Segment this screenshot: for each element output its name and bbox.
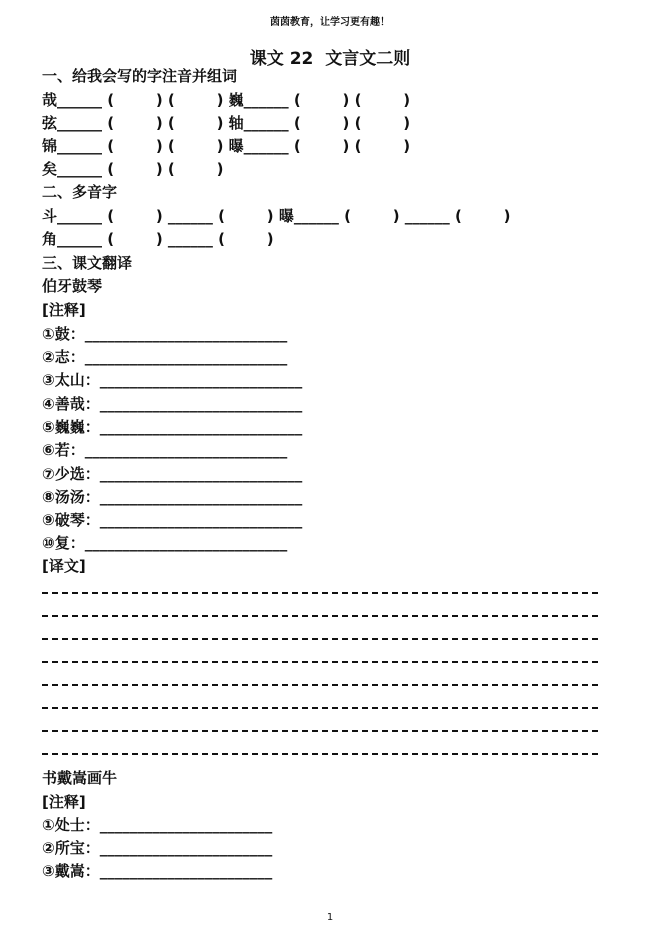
story1-note: ⑦少选：___________________________ [42, 465, 303, 483]
story1-note: ②志：___________________________ [42, 348, 288, 366]
section1-row: 弦______ ( ) ( ) 轴______ ( ) ( ) [42, 114, 411, 132]
story2-note: ①处士：_______________________ [42, 816, 273, 834]
page-header: 茵茵教育，让学习更有趣！ [270, 17, 390, 28]
translation-label: [译文] [42, 557, 86, 575]
translation-blank-line [42, 638, 598, 640]
section1-row: 哉______ ( ) ( ) 巍______ ( ) ( ) [42, 91, 411, 109]
translation-blank-line [42, 615, 598, 617]
story1-note: ④善哉：___________________________ [42, 395, 303, 413]
translation-blank-line [42, 592, 598, 594]
story1-note: ⑧汤汤：___________________________ [42, 488, 303, 506]
page-number: 1 [326, 912, 334, 923]
section2-row: 斗______ ( ) ______ ( ) 曝______ ( ) ______ ( ) [42, 207, 511, 225]
story1-note: ⑤巍巍：___________________________ [42, 418, 303, 436]
story1-note: ⑨破琴：___________________________ [42, 511, 303, 529]
story1-note: ①鼓：___________________________ [42, 325, 288, 343]
story1-note: ⑥若：___________________________ [42, 441, 288, 459]
section3-heading: 三、课文翻译 [42, 254, 133, 272]
section1-heading: 一、给我会写的字注音并组词 [42, 67, 238, 85]
lesson-title: 课文 22 文言文二则 [249, 49, 411, 69]
translation-blank-line [42, 684, 598, 686]
story2-note: ②所宝：_______________________ [42, 839, 273, 857]
translation-blank-line [42, 707, 598, 709]
translation-blank-line [42, 661, 598, 663]
section2-heading: 二、多音字 [42, 183, 118, 201]
story1-title: 伯牙鼓琴 [42, 277, 103, 295]
story2-title: 书戴嵩画牛 [42, 769, 118, 787]
story2-notes-label: [注释] [42, 793, 86, 811]
section2-row: 角______ ( ) ______ ( ) [42, 230, 274, 248]
section1-row: 锦______ ( ) ( ) 曝______ ( ) ( ) [42, 137, 411, 155]
story1-note: ③太山：___________________________ [42, 371, 303, 389]
story1-note: ⑩复：___________________________ [42, 534, 288, 552]
translation-blank-line [42, 753, 598, 755]
translation-blank-line [42, 730, 598, 732]
section1-row: 矣______ ( ) ( ) [42, 160, 224, 178]
story2-note: ③戴嵩：_______________________ [42, 862, 273, 880]
story1-notes-label: [注释] [42, 301, 86, 319]
